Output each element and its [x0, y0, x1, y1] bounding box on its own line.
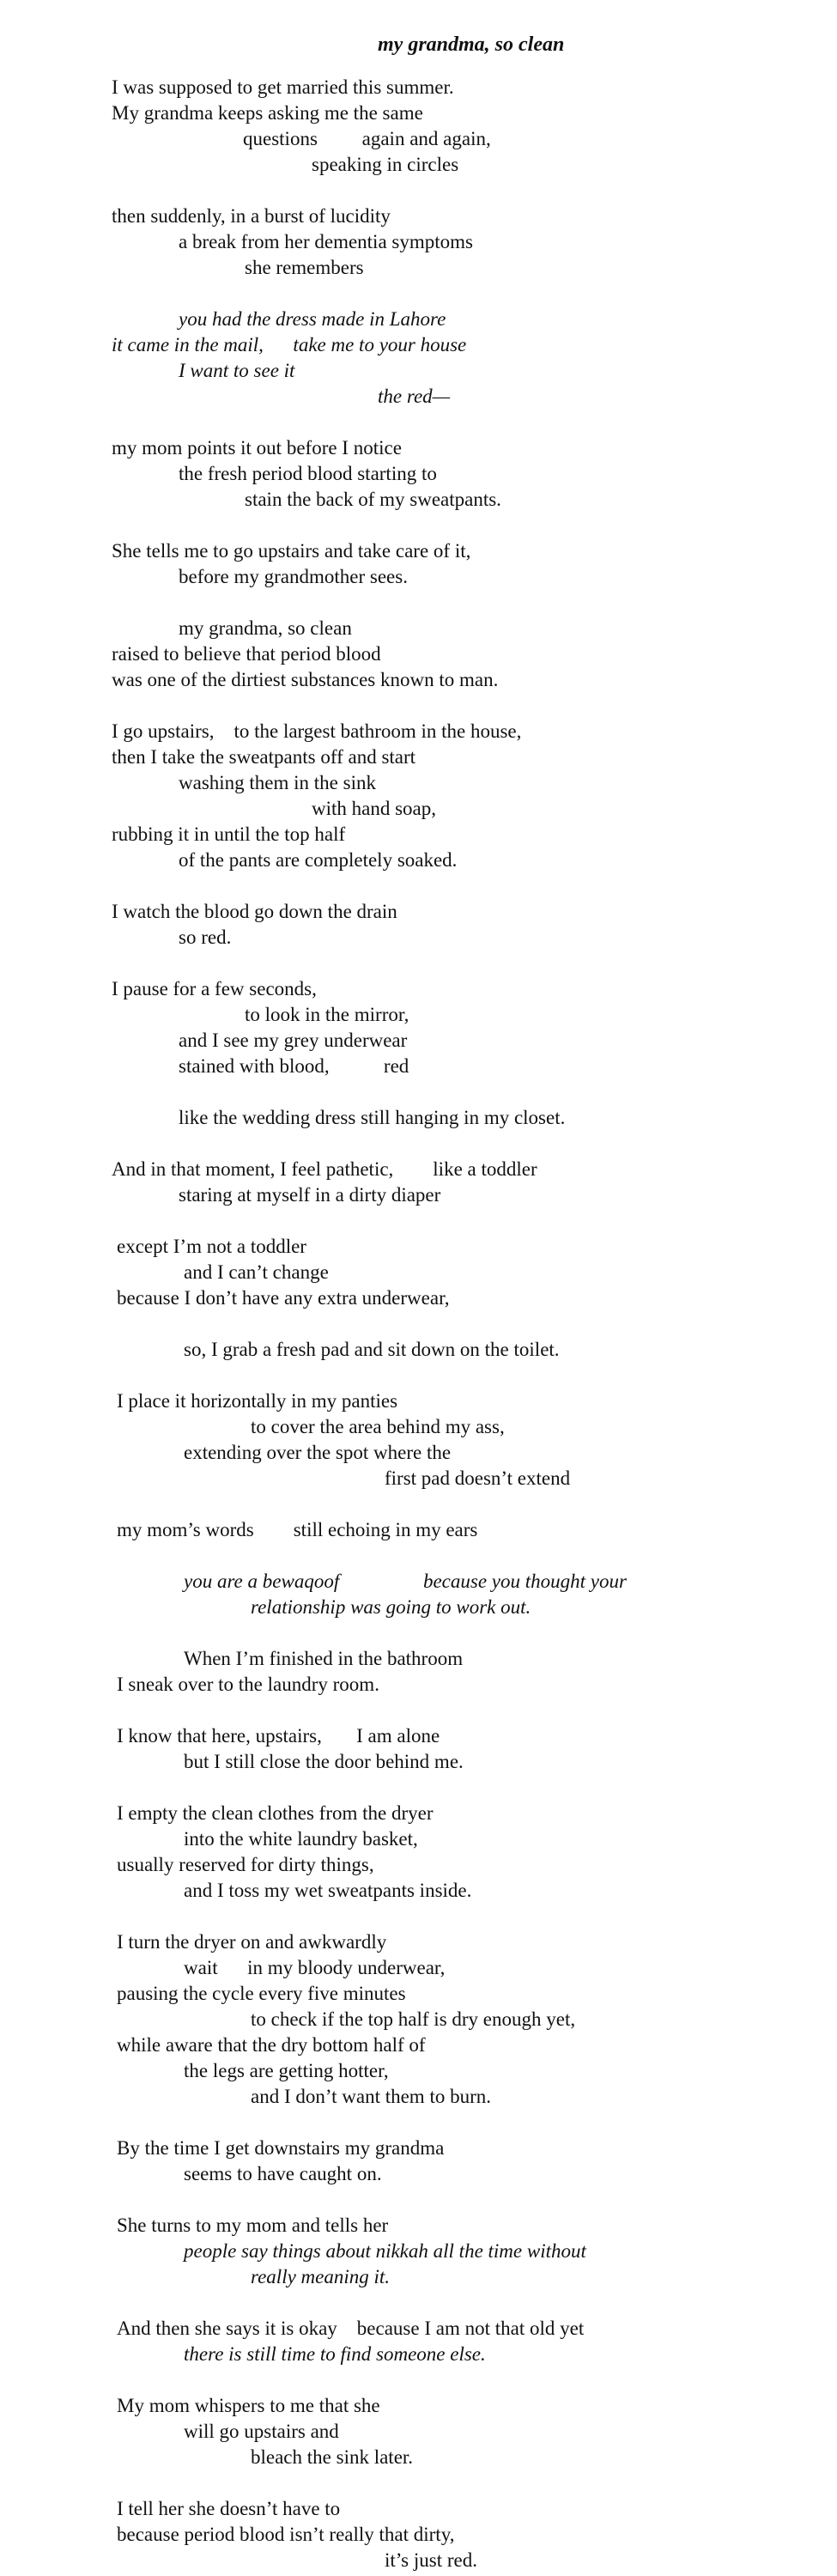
poem-line: you had the dress made in Lahore — [179, 308, 446, 330]
poem-line: because I don’t have any extra underwear, — [117, 1287, 450, 1309]
poem-line: relationship was going to work out. — [251, 1596, 531, 1618]
poem-line: like the wedding dress still hanging in my closet. — [179, 1107, 566, 1128]
poem-line: speaking in circles — [312, 154, 459, 175]
poem-line: And then she says it is okay because I am not that old yet — [117, 2318, 585, 2339]
poem-line: so, I grab a fresh pad and sit down on the toilet. — [184, 1339, 560, 1360]
poem-line: she remembers — [245, 257, 364, 278]
poem-title: my grandma, so clean — [378, 33, 565, 56]
poem-line: people say things about nikkah all the time without — [184, 2240, 586, 2262]
poem-line: with hand soap, — [312, 798, 437, 819]
poem-line: really meaning it. — [251, 2266, 391, 2287]
poem-line: so red. — [179, 927, 232, 948]
poem-line: I know that here, upstairs, I am alone — [117, 1725, 440, 1747]
poem-line: seems to have caught on. — [184, 2163, 382, 2184]
poem-line: first pad doesn’t extend — [385, 1467, 571, 1489]
poem-line: I sneak over to the laundry room. — [117, 1674, 379, 1695]
poem-line: was one of the dirtiest substances known to man. — [112, 669, 499, 690]
poem-line: She turns to my mom and tells her — [117, 2215, 389, 2236]
poem-line: When I’m finished in the bathroom — [184, 1648, 464, 1669]
poem-line: I go upstairs, to the largest bathroom in the house, — [112, 720, 522, 742]
poem-line: pausing the cycle every five minutes — [117, 1983, 406, 2004]
poem-line: rubbing it in until the top half — [112, 823, 346, 845]
poem-line: it came in the mail, take me to your house — [112, 334, 467, 355]
poem-line: I pause for a few seconds, — [112, 978, 317, 999]
poem-line: my mom points it out before I notice — [112, 437, 402, 459]
poem-line: stain the back of my sweatpants. — [245, 489, 501, 510]
poem-line: and I don’t want them to burn. — [251, 2086, 491, 2107]
poem-line: staring at myself in a dirty diaper — [179, 1184, 441, 1206]
poem-line: you are a bewaqoof because you thought your — [184, 1571, 627, 1592]
poem-line: because period blood isn’t really that dirty, — [117, 2524, 455, 2545]
poem-line: to check if the top half is dry enough yet, — [251, 2008, 576, 2030]
poem-line: I want to see it — [179, 360, 295, 381]
poem-line: I empty the clean clothes from the dryer — [117, 1802, 434, 1824]
poem-line: questions again and again, — [243, 128, 491, 149]
poem-line: washing them in the sink — [179, 772, 376, 793]
poem-line: it’s just red. — [385, 2549, 477, 2571]
poem-line: and I see my grey underwear — [179, 1030, 408, 1051]
poem-line: a break from her dementia symptoms — [179, 231, 473, 252]
poem-line: I turn the dryer on and awkwardly — [117, 1931, 387, 1953]
poem-line: the legs are getting hotter, — [184, 2060, 389, 2081]
poem-line: I was supposed to get married this summer. — [112, 76, 454, 98]
poem-line: She tells me to go upstairs and take care of it, — [112, 540, 471, 562]
poem-line: By the time I get downstairs my grandma — [117, 2137, 445, 2159]
poem-line: raised to believe that period blood — [112, 643, 381, 665]
poem-line: into the white laundry basket, — [184, 1828, 418, 1850]
poem-line: My grandma keeps asking me the same — [112, 102, 423, 124]
poem-line: I place it horizontally in my panties — [117, 1390, 398, 1412]
poem-line: before my grandmother sees. — [179, 566, 408, 587]
poem-line: and I can’t change — [184, 1261, 329, 1283]
poem-line: extending over the spot where the — [184, 1442, 452, 1463]
poem-line: And in that moment, I feel pathetic, like a toddler — [112, 1158, 537, 1180]
poem-line: but I still close the door behind me. — [184, 1751, 464, 1772]
poem-line: then suddenly, in a burst of lucidity — [112, 205, 391, 227]
poem-line: then I take the sweatpants off and start — [112, 746, 416, 768]
poem-line: to cover the area behind my ass, — [251, 1416, 505, 1437]
poem-line: My mom whispers to me that she — [117, 2395, 380, 2416]
poem-line: I tell her she doesn’t have to — [117, 2498, 341, 2519]
poem-line: stained with blood, red — [179, 1055, 409, 1077]
poem-line: my mom’s words still echoing in my ears — [117, 1519, 478, 1540]
poem-line: the red— — [378, 386, 451, 407]
poem-line: to look in the mirror, — [245, 1004, 409, 1025]
poem-line: bleach the sink later. — [251, 2446, 414, 2468]
poem-line: the fresh period blood starting to — [179, 463, 437, 484]
poem-line: there is still time to find someone else. — [184, 2343, 486, 2365]
poem-line: of the pants are completely soaked. — [179, 849, 458, 871]
poem-line: will go upstairs and — [184, 2421, 339, 2442]
poem-line: my grandma, so clean — [179, 617, 352, 639]
poem-line: usually reserved for dirty things, — [117, 1854, 374, 1875]
poem-line: I watch the blood go down the drain — [112, 901, 397, 922]
poem-line: and I toss my wet sweatpants inside. — [184, 1880, 472, 1901]
poem-line: while aware that the dry bottom half of — [117, 2034, 426, 2056]
poem-line: wait in my bloody underwear, — [184, 1957, 446, 1978]
poem-line: except I’m not a toddler — [117, 1236, 306, 1257]
